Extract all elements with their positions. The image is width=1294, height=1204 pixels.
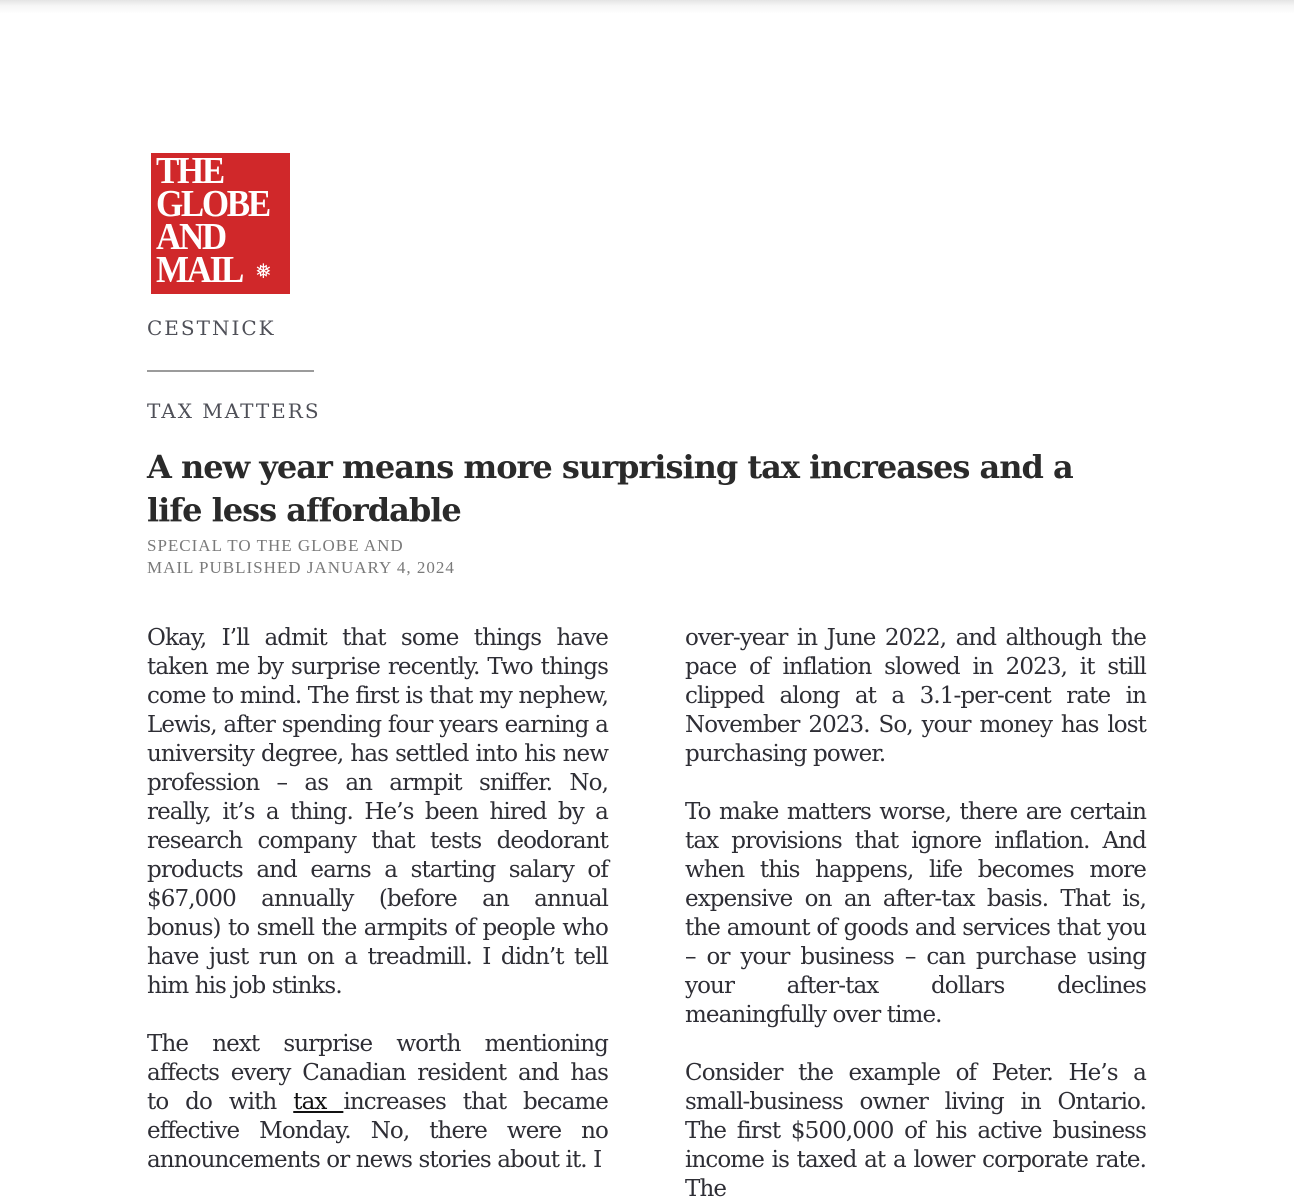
article-column-left [147, 624, 609, 1173]
byline-line-1: SPECIAL TO THE GLOBE AND [147, 536, 404, 555]
divider [147, 370, 314, 372]
logo-line: THE [156, 150, 223, 192]
byline-line-2: MAIL PUBLISHED JANUARY 4, 2024 [147, 558, 455, 577]
section-label: TAX MATTERS [147, 399, 321, 423]
paragraph: over-year in June 2022, and although the pace of inflation slowed in 2023, it still clipped along at a 3.1-per-cent rate in November 2023. So, your money has lost purchasing power. [685, 625, 1146, 767]
article-column-right [685, 624, 1146, 1202]
paragraph: To make matters worse, there are certain tax provisions that ignore inflation. And when this happens, life becomes more expensive on an after-tax basis. That is, the amount of goods and services that you – or your business – can purchase using your after-tax dollars declines meaningfully over time. [685, 799, 1146, 1028]
logo-line: GLOBE [156, 183, 269, 225]
paragraph [147, 1030, 608, 1175]
logo-line: AND [156, 216, 225, 258]
paragraph: Consider the example of Peter. He’s a small-business owner living in Ontario. The first $500,000 of his active business income is taxed at a lower corporate rate. The [685, 1060, 1146, 1202]
logo-line: MAIL [156, 249, 242, 291]
top-edge-shadow [0, 0, 1294, 14]
paragraph-text: The next surprise worth mentioning affects every Canadian resident and has to do with [147, 1031, 608, 1115]
paragraph: Okay, I’ll admit that some things have taken me by surprise recently. Two things come to mind. The first is that my nephew, Lewis, after spending four years earning a university degree, has settled into his new profession – as an armpit sniffer. No, really, it’s a thing. He’s been hired by a research company that tests deodorant products and earns a starting salary of $67,000 annually (before an annual bonus) to smell the armpits of people who have just run on a treadmill. I didn’t tell him his job stinks. [147, 625, 608, 999]
tax-link[interactable]: tax [293, 1089, 344, 1115]
byline [147, 535, 467, 579]
headline: A new year means more surprising tax increases and a life less affordable [147, 448, 1073, 529]
column-name: CESTNICK [147, 316, 276, 340]
maple-leaf-icon: ❅ [255, 259, 272, 283]
globe-and-mail-logo[interactable] [151, 150, 290, 294]
paragraph-text: increases that became effective Monday. No, there were no announcements or news stories about it. I [147, 1089, 609, 1173]
